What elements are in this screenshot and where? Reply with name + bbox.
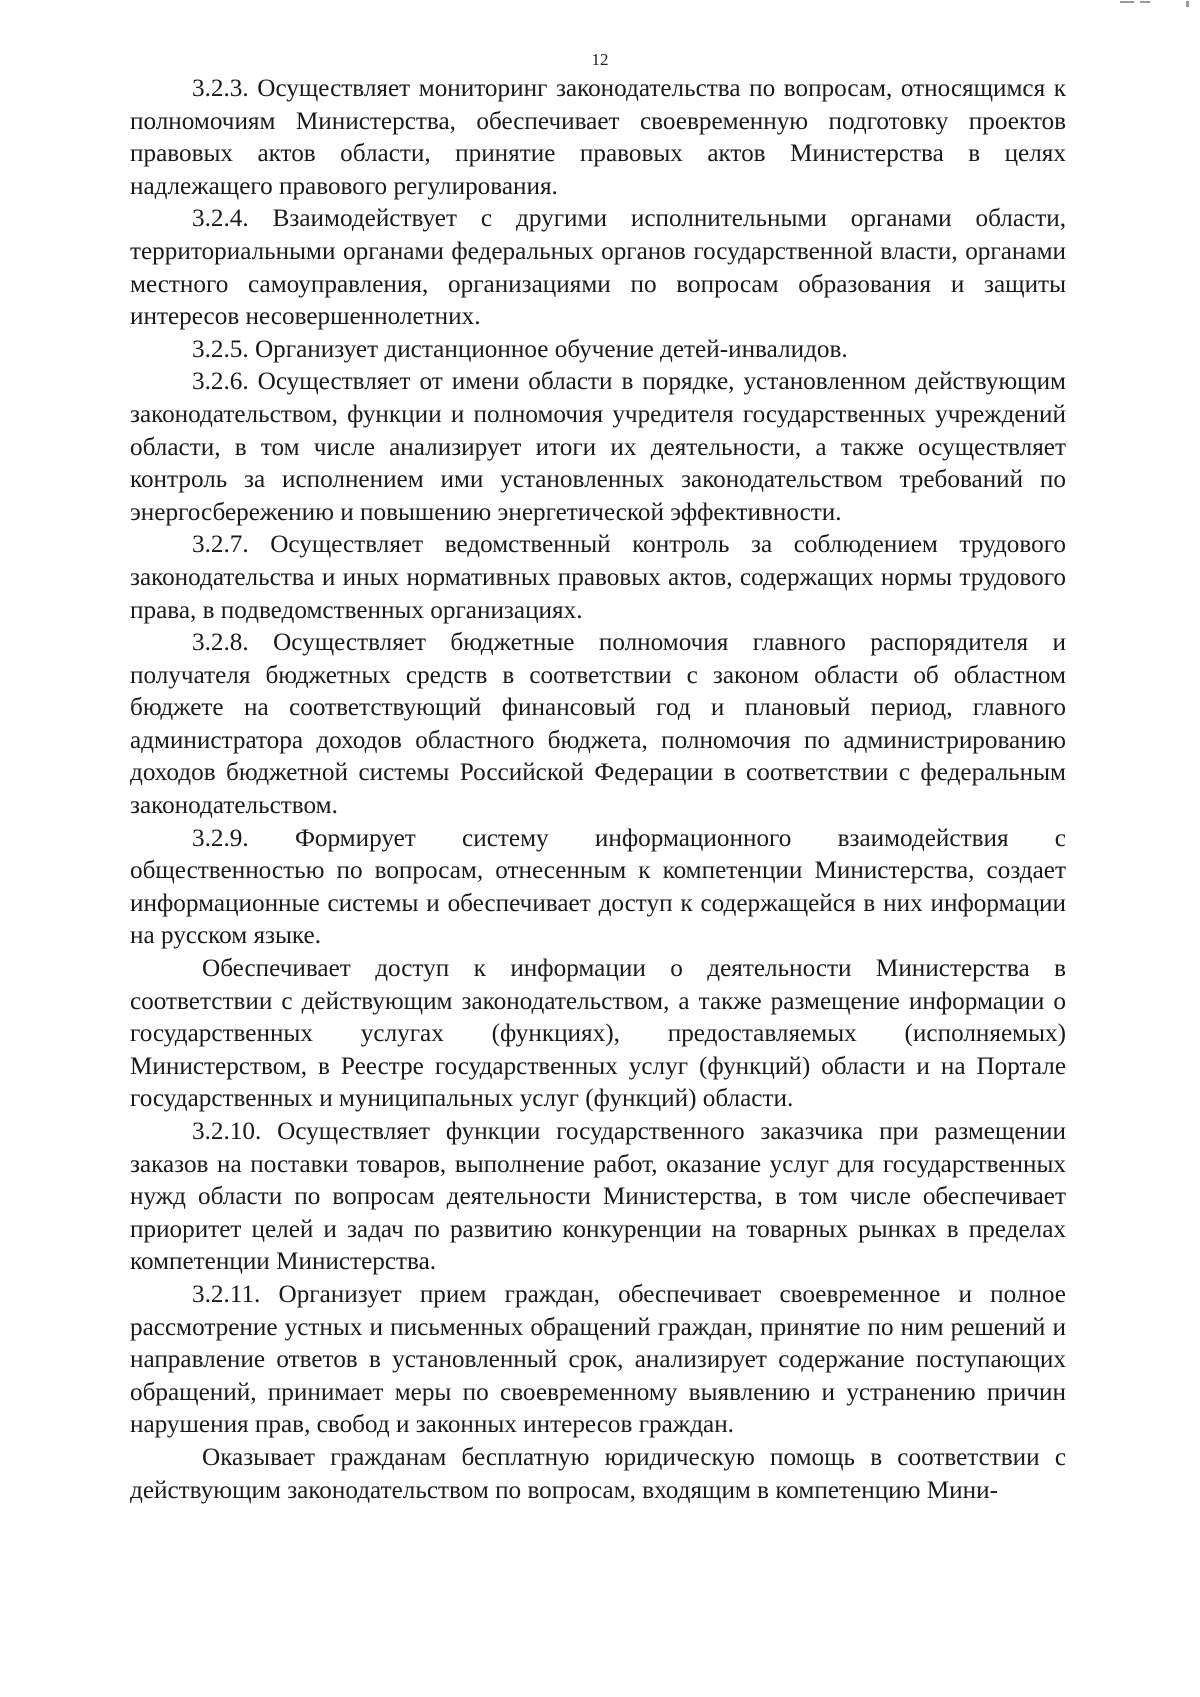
scan-artifact-mark xyxy=(1120,1,1134,3)
paragraph-3-2-9: 3.2.9. Формирует систему информационного взаимодействия с общественностью по вопросам, отнесенным к компетенции Министерства, создает информационные системы и обеспечивает доступ к содержащейся в них информации на русском языке. xyxy=(130,824,1066,950)
paragraph-information-access: Обеспечивает доступ к информации о деятельности Министерства в соответствии с действующим законодательством, а также размещение информации о государственных услугах (функциях), предоставляемых (исполняемых) Министерством, в Реестре государственных услуг (функций) области и на Портале государственных и муниципальных услуг (функций) области. xyxy=(130,955,1066,1113)
paragraph-3-2-5: 3.2.5. Организует дистанционное обучение детей-инвалидов. xyxy=(192,335,848,363)
scan-artifact xyxy=(1000,0,1200,8)
paragraph-3-2-6: 3.2.6. Осуществляет от имени области в порядке, установленном действующим законодательством, функции и полномочия учредителя государственных учреждений области, в том числе анализирует итоги их деятельности, а также осуществляет контроль за исполнением ими установленных законодательством требований по энергосбережению и повышению энергетической эффективности. xyxy=(130,368,1066,526)
paragraph-3-2-4: 3.2.4. Взаимодействует с другими исполнительными органами области, территориальными органами федеральных органов государственной власти, органами местного самоуправления, организациями по вопросам образования и защиты интересов несовершеннолетних. xyxy=(130,205,1066,331)
paragraph-3-2-10: 3.2.10. Осуществляет функции государственного заказчика при размещении заказов на поставки товаров, выполнение работ, оказание услуг для государственных нужд области по вопросам деятельности Министерства, в том числе обеспечивает приоритет целей и задач по развитию конкуренции на товарных рынках в пределах компетенции Министерства. xyxy=(130,1118,1066,1276)
paragraph-legal-aid: Оказывает гражданам бесплатную юридическую помощь в соответствии с действующим законодательством по вопросам, входящим в компетенцию Мини- xyxy=(130,1443,1066,1504)
page-number: 12 xyxy=(591,50,609,69)
paragraph-3-2-7: 3.2.7. Осуществляет ведомственный контроль за соблюдением трудового законодательства и иных нормативных правовых актов, содержащих нормы трудового права, в подведомственных организациях. xyxy=(130,531,1066,624)
scan-artifact-mark xyxy=(1186,1,1189,7)
document-body xyxy=(130,73,1066,1507)
paragraph-3-2-8: 3.2.8. Осуществляет бюджетные полномочия главного распорядителя и получателя бюджетных средств в соответствии с законом области об областном бюджете на соответствующий финансовый год и плановый период, главного администратора доходов областного бюджета, полномочия по администрированию доходов бюджетной системы Российской Федерации в соответствии с федеральным законодательством. xyxy=(130,629,1066,820)
scan-artifact-mark xyxy=(1140,1,1150,3)
paragraph-3-2-11: 3.2.11. Организует прием граждан, обеспечивает своевременное и полное рассмотрение устных и письменных обращений граждан, принятие по ним решений и направление ответов в установленный срок, анализирует содержание поступающих обращений, принимает меры по своевременному выявлению и устранению причин нарушения прав, свобод и законных интересов граждан. xyxy=(130,1280,1066,1439)
paragraph-3-2-3: 3.2.3. Осуществляет мониторинг законодательства по вопросам, относящимся к полномочиям Министерства, обеспечивает своевременную подготовку проектов правовых актов области, принятие правовых актов Министерства в целях надлежащего правового регулирования. xyxy=(130,75,1066,200)
